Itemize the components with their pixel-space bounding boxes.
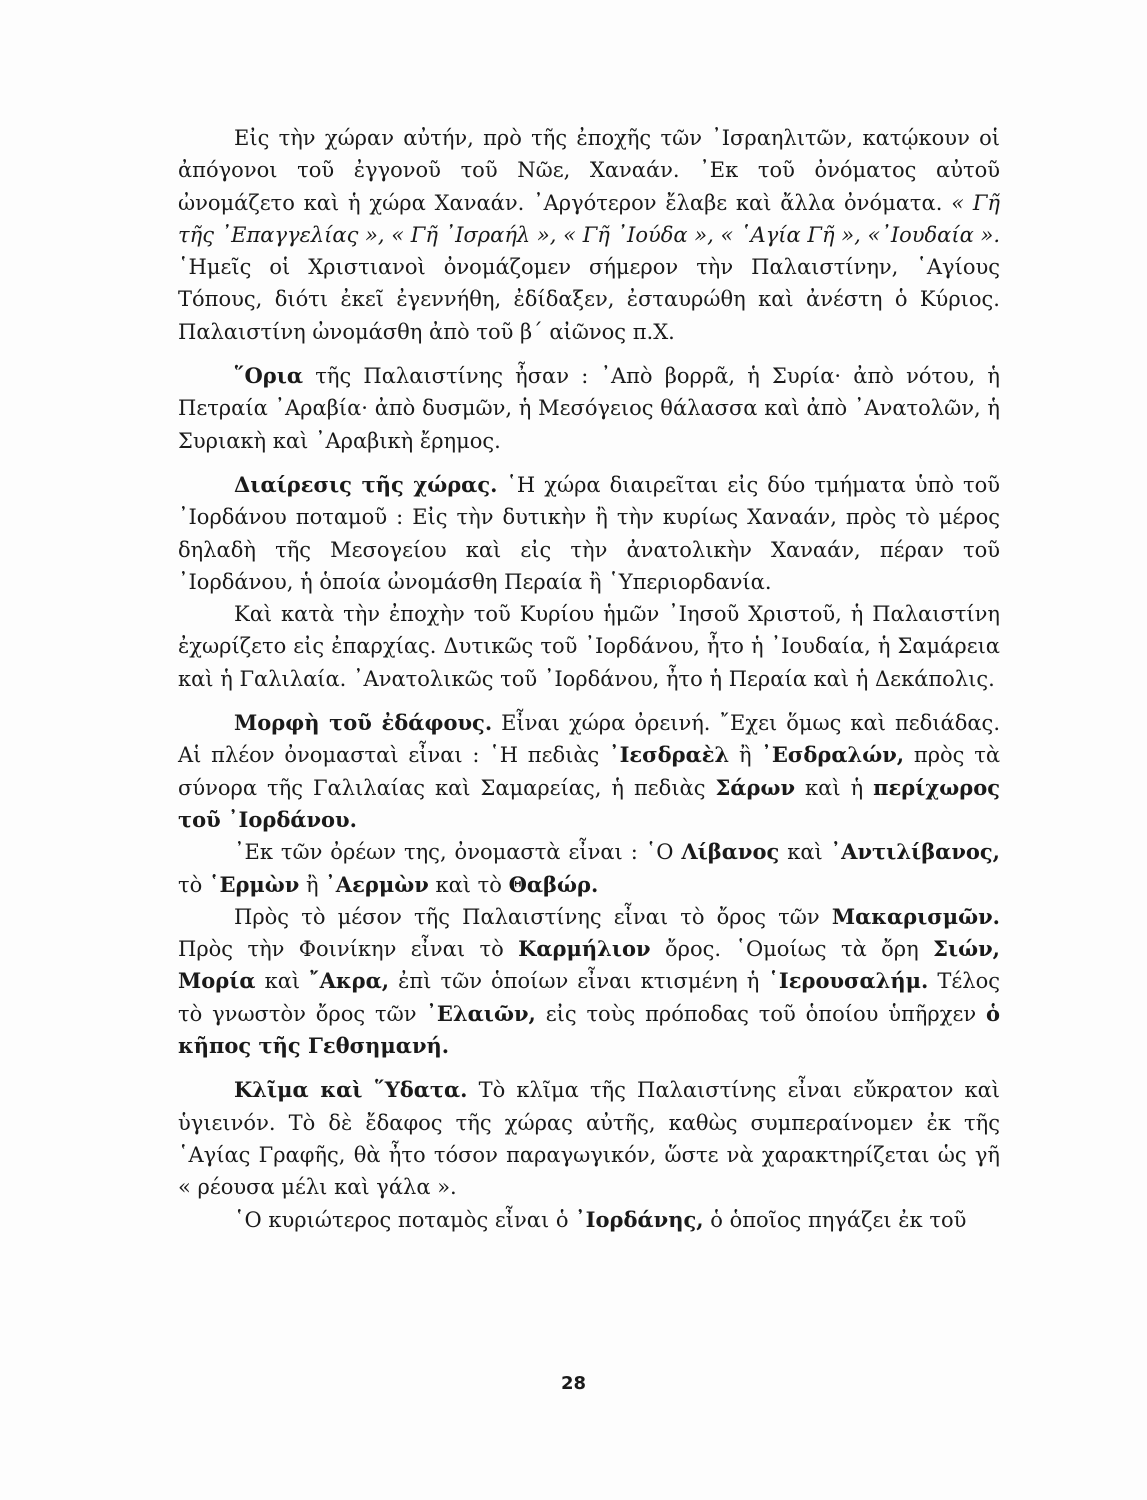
section-heading: Μορφὴ τοῦ ἐδάφους.: [234, 710, 493, 736]
paragraph: ῞Ορια τῆς Παλαιστίνης ἦσαν : ᾿Απὸ βορρᾶ, ἡ Συρία· ἀπὸ νότου, ἡ Πετραία ᾿Αραβία· ἀπὸ δυσμῶν, ἡ Μεσόγειος θάλασσα καὶ ἀπὸ ᾿Ανατολῶν, ἡ Συριακὴ καὶ ᾿Αραβικὴ ἔρημος.: [178, 363, 1000, 453]
paragraph: Καὶ κατὰ τὴν ἐποχὴν τοῦ Κυρίου ἡμῶν ᾿Ιησοῦ Χριστοῦ, ἡ Παλαιστίνη ἐχωρίζετο εἰς ἐπαρχίας. Δυτικῶς τοῦ ᾿Ιορδάνου, ἦτο ἡ ᾿Ιουδαία, ἡ Σαμάρεια καὶ ἡ Γαλιλαία. ᾿Ανατολικῶς τοῦ ᾿Ιορδάνου, ἦτο ἡ Περαία καὶ ἡ Δεκάπολις.: [178, 602, 1000, 691]
paragraph: ῾Ο κυριώτερος ποταμὸς εἶναι ὁ ᾿Ιορδάνης, ὁ ὁποῖος πηγάζει ἐκ τοῦ: [234, 1206, 967, 1232]
paragraph: Πρὸς τὸ μέσον τῆς Παλαιστίνης εἶναι τὸ ὄρος τῶν Μακαρισμῶν. Πρὸς τὴν Φοινίκην εἶναι τὸ Καρμήλιον ὄρος. ῾Ομοίως τὰ ὄρη Σιών, Μορία καὶ ῎Ακρα, ἐπὶ τῶν ὁποίων εἶναι κτισμένη ἡ ῾Ιερουσαλήμ. Τέλος τὸ γνωστὸν ὄρος τῶν ᾿Ελαιῶν, εἰς τοὺς πρόποδας τοῦ ὁποίου ὑπῆρχεν ὁ κῆπος τῆς Γεθσημανή.: [178, 903, 1000, 1059]
paragraph: Εἰς τὴν χώραν αὐτήν, πρὸ τῆς ἐποχῆς τῶν ᾿Ισραηλιτῶν, κατῴκουν οἱ ἀπόγονοι τοῦ ἐγγονοῦ τοῦ Νῶε, Χαναάν. ᾿Εκ τοῦ ὀνόματος αὐτοῦ ὠνομάζετο καὶ ἡ χώρα Χαναάν. ᾿Αργότερον ἔλαβε καὶ ἄλλα ὀνόματα. « Γῆ τῆς ᾿Επαγγελίας », « Γῆ ᾿Ισραήλ », « Γῆ ᾿Ιούδα », « ῾Αγία Γῆ », «᾿Ιουδαία ». ῾Ημεῖς οἱ Χριστιανοὶ ὀνομάζομεν σήμερον τὴν Παλαιστίνην, ῾Αγίους Τόπους, διότι ἐκεῖ ἐγεννήθη, ἐδίδαξεν, ἐσταυρώθη καὶ ἀνέστη ὁ Κύριος. Παλαιστίνη ὠνομάσθη ἀπὸ τοῦ β΄ αἰῶνος π.Χ.: [178, 126, 1000, 344]
paragraph: Κλῖμα καὶ ῞Υδατα. Τὸ κλῖμα τῆς Παλαιστίνης εἶναι εὔκρατον καὶ ὑγιεινόν. Τὸ δὲ ἔδαφος τῆς χώρας αὐτῆς, καθὼς συμπεραίνομεν ἐκ τῆς ῾Αγίας Γραφῆς, θὰ ἦτο τόσον παραγωγικόν, ὥστε νὰ χαρακτηρίζεται ὡς γῆ « ρέουσα μέλι καὶ γάλα ».: [178, 1077, 1000, 1200]
paragraph: Διαίρεσις τῆς χώρας. ῾Η χώρα διαιρεῖται εἰς δύο τμήματα ὑπὸ τοῦ ᾿Ιορδάνου ποταμοῦ : Εἰς τὴν δυτικὴν ἢ τὴν κυρίως Χαναάν, πρὸς τὸ μέρος δηλαδὴ τῆς Μεσογείου καὶ εἰς τὴν ἀνατολικὴν Χαναάν, πέραν τοῦ ᾿Ιορδάνου, ἡ ὁποία ὠνομάσθη Περαία ἢ ῾Υπεριορδανία.: [178, 471, 1000, 594]
section-heading: ῞Ορια: [234, 363, 304, 389]
page-number: 28: [560, 1373, 587, 1394]
paragraph: ᾿Εκ τῶν ὀρέων της, ὀνομαστὰ εἶναι : ῾Ο Λίβανος καὶ ᾿Αντιλίβανος, τὸ ῾Ερμὼν ἢ ᾿Αερμὼν καὶ τὸ Θαβώρ.: [178, 839, 1000, 897]
section-heading: Κλῖμα καὶ ῞Υδατα.: [234, 1077, 468, 1103]
paragraph: Μορφὴ τοῦ ἐδάφους. Εἶναι χώρα ὀρεινή. ῎Εχει ὅμως καὶ πεδιάδας. Αἱ πλέον ὀνομασταὶ εἶναι : ῾Η πεδιὰς ᾿Iεσδραὲλ ἢ ᾿Εσδραλών, πρὸς τὰ σύνορα τῆς Γαλιλαίας καὶ Σαμαρείας, ἡ πεδιὰς Σάρων καὶ ἡ περίχωρος τοῦ ᾿Ιορδάνου.: [178, 710, 1000, 832]
body-text: [178, 122, 1000, 1236]
section-heading: Διαίρεσις τῆς χώρας.: [234, 471, 498, 497]
